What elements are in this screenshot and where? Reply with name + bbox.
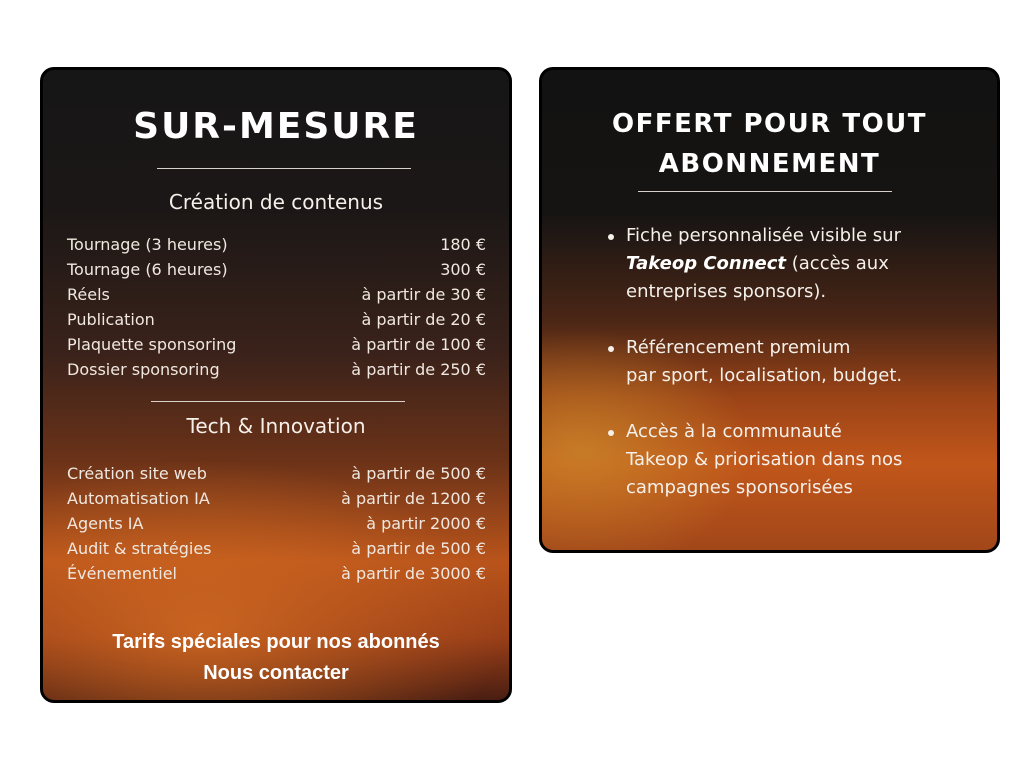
offer-line: campagnes sponsorisées [626, 477, 853, 498]
service-label: Plaquette sponsoring [67, 335, 237, 354]
creation-price-list [67, 232, 486, 382]
service-price: à partir de 100 € [351, 335, 486, 354]
offer-list [626, 222, 966, 530]
offer-line: Accès à la communauté [626, 421, 842, 442]
section-divider [151, 401, 405, 402]
service-price: à partir de 20 € [361, 310, 486, 329]
offer-line: Takeop & priorisation dans nos [626, 449, 903, 470]
contact-link[interactable]: Nous contacter [203, 662, 349, 684]
service-label: Automatisation IA [67, 489, 210, 508]
card-title-line: OFFERT POUR TOUT [611, 109, 928, 139]
service-price: 300 € [440, 260, 486, 279]
offer-line: entreprises sponsors). [626, 281, 827, 302]
price-row [67, 486, 486, 511]
service-price: à partir de 1200 € [341, 489, 486, 508]
special-pricing-text: Tarifs spéciales pour nos abonnés [112, 631, 440, 653]
tech-price-list [67, 461, 486, 586]
service-price: à partir de 250 € [351, 360, 486, 379]
offer-item [626, 418, 966, 502]
service-price: à partir de 3000 € [341, 564, 486, 583]
bullet-icon [608, 430, 614, 436]
service-price: à partir 2000 € [366, 514, 486, 533]
service-label: Tournage (3 heures) [67, 235, 228, 254]
price-row [67, 282, 486, 307]
offer-item [626, 334, 966, 390]
offer-text [626, 418, 966, 502]
title-divider [638, 191, 892, 192]
bullet-icon [608, 346, 614, 352]
service-label: Publication [67, 310, 155, 329]
sur-mesure-card [40, 67, 512, 703]
offer-line [626, 250, 966, 278]
price-row [67, 307, 486, 332]
service-label: Événementiel [67, 564, 177, 583]
service-label: Audit & stratégies [67, 539, 212, 558]
price-row [67, 357, 486, 382]
price-row [67, 461, 486, 486]
offer-item [626, 222, 966, 306]
offer-line-rest: (accès aux [786, 253, 889, 274]
price-row [67, 511, 486, 536]
price-row [67, 332, 486, 357]
offer-text [626, 334, 966, 390]
section-title-tech: Tech & Innovation [186, 414, 366, 438]
offer-text [626, 222, 966, 306]
service-price: 180 € [440, 235, 486, 254]
service-label: Réels [67, 285, 110, 304]
service-label: Tournage (6 heures) [67, 260, 228, 279]
service-price: à partir de 30 € [361, 285, 486, 304]
title-divider [157, 168, 411, 169]
card-title: SUR-MESURE [133, 106, 419, 147]
service-label: Dossier sponsoring [67, 360, 220, 379]
price-row [67, 257, 486, 282]
offer-line: Référencement premium [626, 337, 851, 358]
price-row [67, 561, 486, 586]
price-row [67, 232, 486, 257]
subscription-offer-card [539, 67, 1000, 553]
bullet-icon [608, 234, 614, 240]
brand-name: Takeop Connect [626, 253, 787, 274]
service-price: à partir de 500 € [351, 464, 486, 483]
service-label: Création site web [67, 464, 207, 483]
special-pricing-note [43, 627, 509, 689]
service-label: Agents IA [67, 514, 144, 533]
offer-line: Fiche personnalisée visible sur [626, 225, 901, 246]
offer-line: par sport, localisation, budget. [626, 365, 903, 386]
card-title-line: ABONNEMENT [658, 149, 881, 179]
price-row [67, 536, 486, 561]
card-title [542, 104, 997, 184]
service-price: à partir de 500 € [351, 539, 486, 558]
section-title-creation: Création de contenus [168, 190, 384, 214]
